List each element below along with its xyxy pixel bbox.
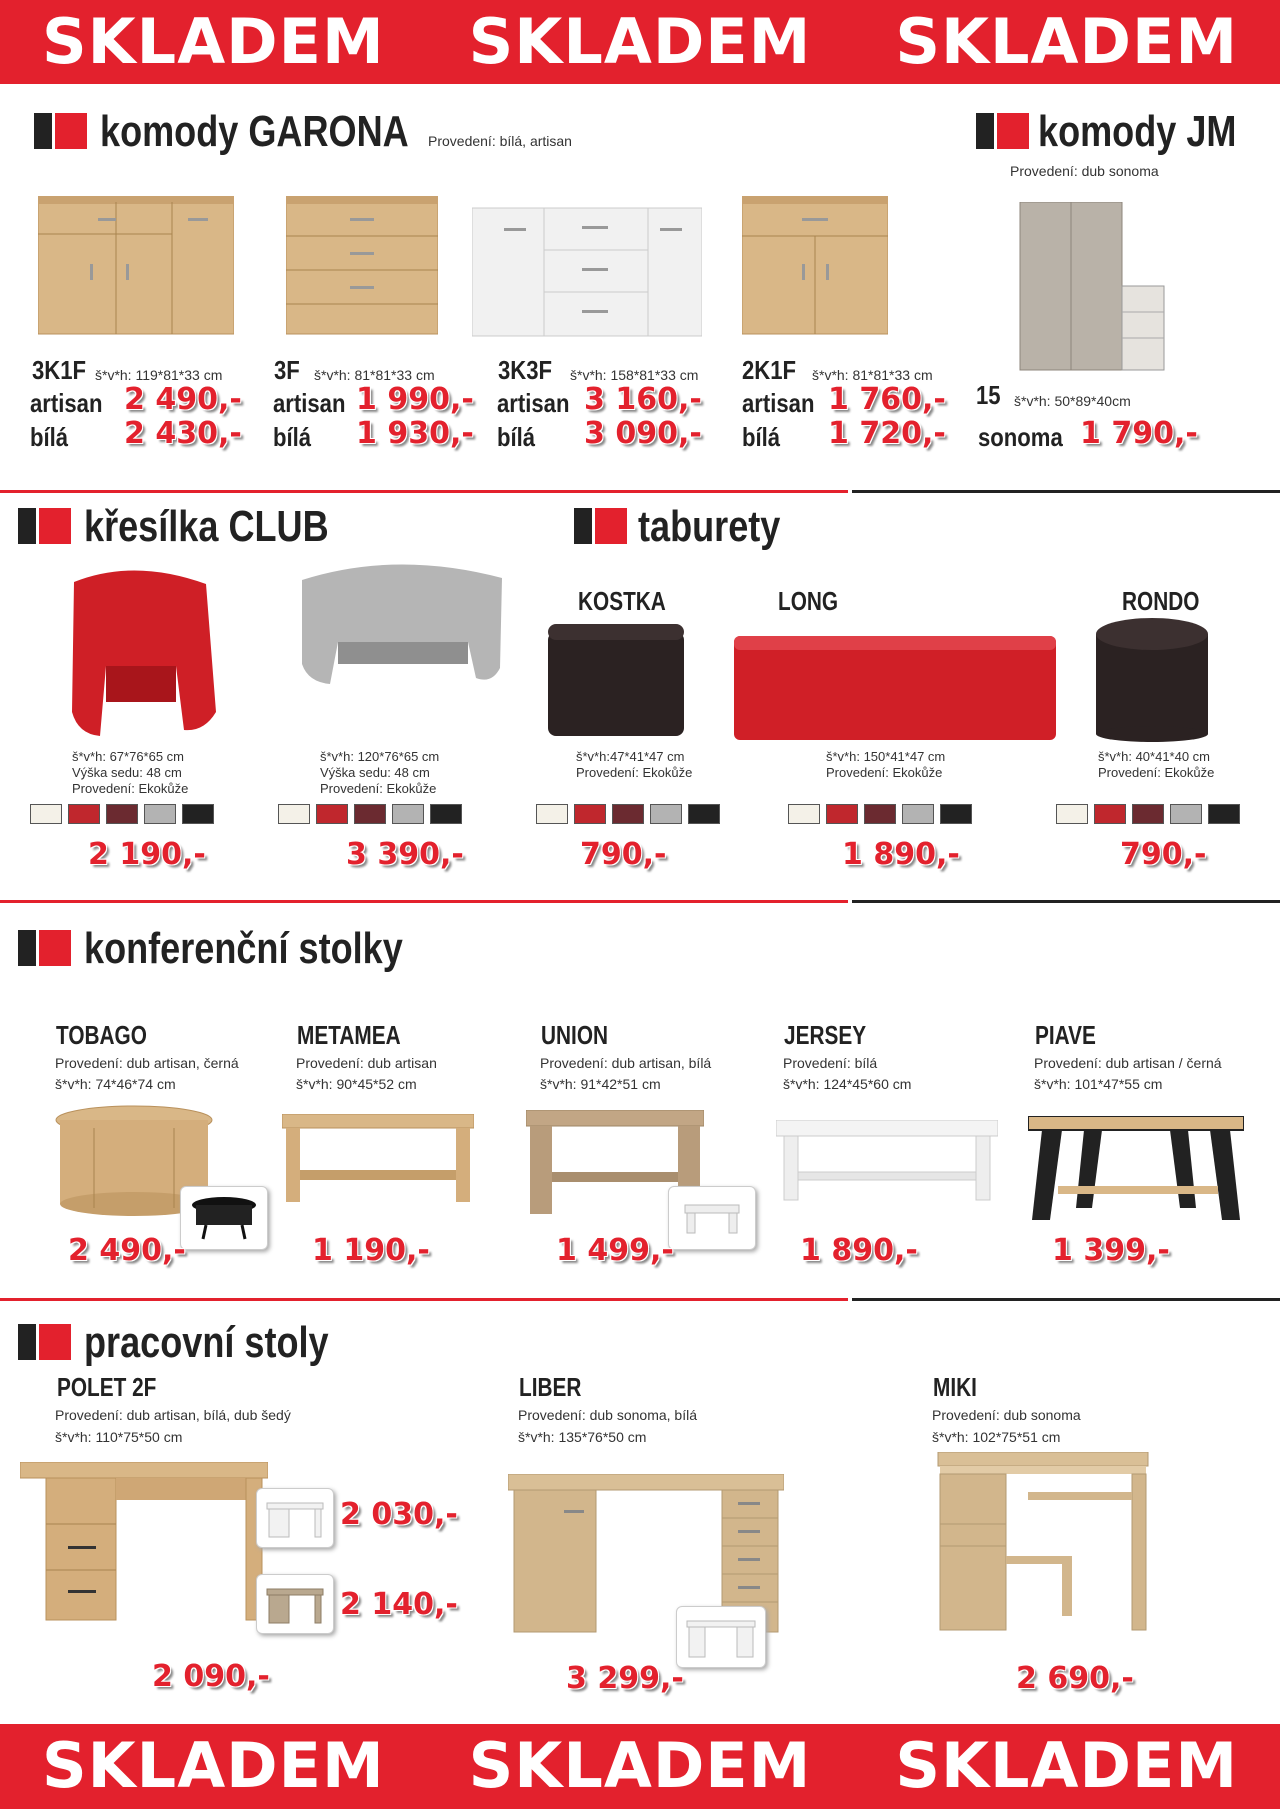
color-swatch: [392, 804, 424, 824]
chest-code: 3K1F: [32, 355, 87, 385]
color-swatches: [278, 804, 462, 824]
color-swatch: [902, 804, 934, 824]
taburety-title: taburety: [638, 502, 781, 551]
table-dims: š*v*h: 101*47*55 cm: [1034, 1076, 1163, 1092]
table-dims: š*v*h: 91*42*51 cm: [540, 1076, 661, 1092]
table-name: JERSEY: [784, 1020, 867, 1050]
product-dims: š*v*h: 67*76*65 cm: [72, 749, 185, 764]
variant-thumbnail: [256, 1488, 334, 1548]
price-sonoma: 1 790,-: [1080, 416, 1198, 451]
desk-name: POLET 2F: [57, 1372, 157, 1402]
color-swatch: [1094, 804, 1126, 824]
price-artisan: 3 160,-: [584, 382, 702, 417]
chest-dims: š*v*h: 81*81*33 cm: [812, 367, 933, 383]
desk-finish: Provedení: dub sonoma, bílá: [518, 1407, 698, 1423]
color-swatch: [68, 804, 100, 824]
table-piave-image: [1028, 1116, 1244, 1222]
chest-2k1f-image: [742, 196, 888, 338]
garona-finish: Provedení: bílá, artisan: [428, 133, 572, 149]
color-swatch: [430, 804, 462, 824]
label-sonoma: sonoma: [978, 422, 1063, 452]
variant-price: 2 030,-: [340, 1497, 458, 1532]
color-swatch: [940, 804, 972, 824]
section-marker: [574, 508, 627, 544]
table-jersey-image: [776, 1120, 998, 1204]
variant-thumbnail: [668, 1186, 756, 1250]
section-marker: [18, 1324, 71, 1360]
product-price: 2 690,-: [1016, 1661, 1134, 1696]
table-finish: Provedení: dub artisan, bílá: [540, 1055, 712, 1071]
color-swatch: [106, 804, 138, 824]
desk-dims: š*v*h: 135*76*50 cm: [518, 1429, 647, 1445]
label-artisan: artisan: [273, 388, 346, 418]
table-dims: š*v*h: 90*45*52 cm: [296, 1076, 417, 1092]
color-swatch: [30, 804, 62, 824]
table-metamea-image: [282, 1114, 474, 1206]
color-swatch: [536, 804, 568, 824]
chest-3k3f-image: [472, 204, 702, 338]
color-swatches: [788, 804, 972, 824]
stool-rondo-image: [1092, 616, 1212, 742]
product-price: 2 490,-: [68, 1233, 186, 1268]
label-bila: bílá: [497, 422, 536, 452]
color-swatch: [182, 804, 214, 824]
product-dims: š*v*h:47*41*47 cm: [576, 749, 685, 764]
divider: [0, 1298, 848, 1301]
product-price: 1 890,-: [842, 837, 960, 872]
product-finish: Provedení: Ekokůže: [826, 765, 943, 780]
price-bila: 3 090,-: [584, 416, 702, 451]
section-marker: [976, 113, 1029, 149]
divider: [852, 490, 1280, 493]
product-price: 790,-: [1120, 837, 1207, 872]
variant-thumbnail: [676, 1606, 766, 1668]
color-swatches: [536, 804, 720, 824]
price-artisan: 2 490,-: [124, 382, 242, 417]
product-price: 1 890,-: [800, 1233, 918, 1268]
color-swatch: [1170, 804, 1202, 824]
armchair-image: [64, 562, 224, 740]
divider: [852, 900, 1280, 903]
product-price: 2 190,-: [88, 837, 206, 872]
banner-text: SKLADEM: [41, 1729, 385, 1802]
jm-title: komody JM: [1038, 107, 1237, 156]
banner-text: SKLADEM: [468, 5, 812, 78]
banner-text: SKLADEM: [895, 1729, 1239, 1802]
chest-3k1f-image: [38, 196, 234, 338]
table-name: PIAVE: [1035, 1020, 1096, 1050]
chest-dims: š*v*h: 81*81*33 cm: [314, 367, 435, 383]
label-bila: bílá: [273, 422, 312, 452]
product-finish: Provedení: Ekokůže: [72, 781, 189, 796]
product-seat: Výška sedu: 48 cm: [320, 765, 430, 780]
divider: [0, 490, 848, 493]
price-bila: 1 930,-: [356, 416, 474, 451]
label-bila: bílá: [30, 422, 69, 452]
jm-finish: Provedení: dub sonoma: [1010, 163, 1159, 179]
color-swatch: [144, 804, 176, 824]
chest-code: 2K1F: [742, 355, 797, 385]
chest-dims: š*v*h: 119*81*33 cm: [95, 367, 223, 383]
color-swatch: [278, 804, 310, 824]
desk-polet-image: [20, 1462, 268, 1622]
product-dims: š*v*h: 120*76*65 cm: [320, 749, 440, 764]
product-price: 790,-: [580, 837, 667, 872]
color-swatches: [1056, 804, 1240, 824]
product-price: 3 390,-: [346, 837, 464, 872]
table-name: METAMEA: [297, 1020, 401, 1050]
desk-dims: š*v*h: 110*75*50 cm: [55, 1429, 183, 1445]
chest-jm-image: [1018, 202, 1168, 372]
section-marker: [18, 508, 71, 544]
table-dims: š*v*h: 74*46*74 cm: [55, 1076, 176, 1092]
color-swatch: [650, 804, 682, 824]
color-swatch: [1132, 804, 1164, 824]
product-dims: š*v*h: 150*41*47 cm: [826, 749, 946, 764]
desk-dims: š*v*h: 102*75*51 cm: [932, 1429, 1061, 1445]
table-finish: Provedení: dub artisan / černá: [1034, 1055, 1222, 1071]
label-artisan: artisan: [30, 388, 103, 418]
section-marker: [18, 930, 71, 966]
garona-title: komody GARONA: [100, 107, 409, 156]
top-banner: [0, 0, 1280, 84]
price-artisan: 1 760,-: [828, 382, 946, 417]
product-price: 2 090,-: [152, 1659, 270, 1694]
product-price: 1 399,-: [1052, 1233, 1170, 1268]
product-price: 1 190,-: [312, 1233, 430, 1268]
label-artisan: artisan: [497, 388, 570, 418]
price-artisan: 1 990,-: [356, 382, 474, 417]
color-swatch: [316, 804, 348, 824]
chest-dims: š*v*h: 158*81*33 cm: [570, 367, 699, 383]
product-seat: Výška sedu: 48 cm: [72, 765, 182, 780]
desk-name: MIKI: [933, 1372, 977, 1402]
price-bila: 2 430,-: [124, 416, 242, 451]
color-swatch: [1208, 804, 1240, 824]
banner-text: SKLADEM: [895, 5, 1239, 78]
desk-finish: Provedení: dub sonoma: [932, 1407, 1081, 1423]
color-swatch: [788, 804, 820, 824]
product-finish: Provedení: Ekokůže: [320, 781, 437, 796]
color-swatches: [30, 804, 214, 824]
product-price: 3 299,-: [566, 1661, 684, 1696]
label-artisan: artisan: [742, 388, 815, 418]
divider: [0, 900, 848, 903]
banner-text: SKLADEM: [468, 1729, 812, 1802]
color-swatch: [688, 804, 720, 824]
bottom-banner: [0, 1724, 1280, 1809]
divider: [852, 1298, 1280, 1301]
chest-code: 3K3F: [498, 355, 553, 385]
desk-name: LIBER: [519, 1372, 582, 1402]
stool-long-image: [732, 634, 1058, 742]
stool-name: KOSTKA: [578, 586, 666, 616]
banner-text: SKLADEM: [41, 5, 385, 78]
price-bila: 1 720,-: [828, 416, 946, 451]
variant-thumbnail: [180, 1186, 268, 1250]
table-name: TOBAGO: [56, 1020, 147, 1050]
product-dims: š*v*h: 40*41*40 cm: [1098, 749, 1211, 764]
stool-name: RONDO: [1122, 586, 1200, 616]
product-finish: Provedení: Ekokůže: [576, 765, 693, 780]
club-title: křesílka CLUB: [84, 502, 329, 551]
chest-code: 15: [976, 380, 1001, 410]
color-swatch: [864, 804, 896, 824]
stoly-title: pracovní stoly: [84, 1318, 329, 1367]
color-swatch: [354, 804, 386, 824]
stool-name: LONG: [778, 586, 839, 616]
stolky-title: konferenční stolky: [84, 924, 403, 973]
variant-thumbnail: [256, 1574, 334, 1634]
table-dims: š*v*h: 124*45*60 cm: [783, 1076, 912, 1092]
color-swatch: [826, 804, 858, 824]
table-finish: Provedení: dub artisan, černá: [55, 1055, 239, 1071]
sofa-image: [296, 556, 508, 688]
table-name: UNION: [541, 1020, 609, 1050]
variant-price: 2 140,-: [340, 1587, 458, 1622]
desk-miki-image: [932, 1452, 1154, 1632]
color-swatch: [612, 804, 644, 824]
chest-code: 3F: [274, 355, 300, 385]
table-finish: Provedení: dub artisan: [296, 1055, 437, 1071]
chest-dims: š*v*h: 50*89*40cm: [1014, 393, 1131, 409]
product-price: 1 499,-: [556, 1233, 674, 1268]
chest-3f-image: [286, 196, 438, 338]
desk-finish: Provedení: dub artisan, bílá, dub šedý: [55, 1407, 291, 1423]
stool-kostka-image: [546, 622, 690, 740]
section-marker: [34, 113, 87, 149]
label-bila: bílá: [742, 422, 781, 452]
color-swatch: [574, 804, 606, 824]
table-finish: Provedení: bílá: [783, 1055, 878, 1071]
product-finish: Provedení: Ekokůže: [1098, 765, 1215, 780]
color-swatch: [1056, 804, 1088, 824]
